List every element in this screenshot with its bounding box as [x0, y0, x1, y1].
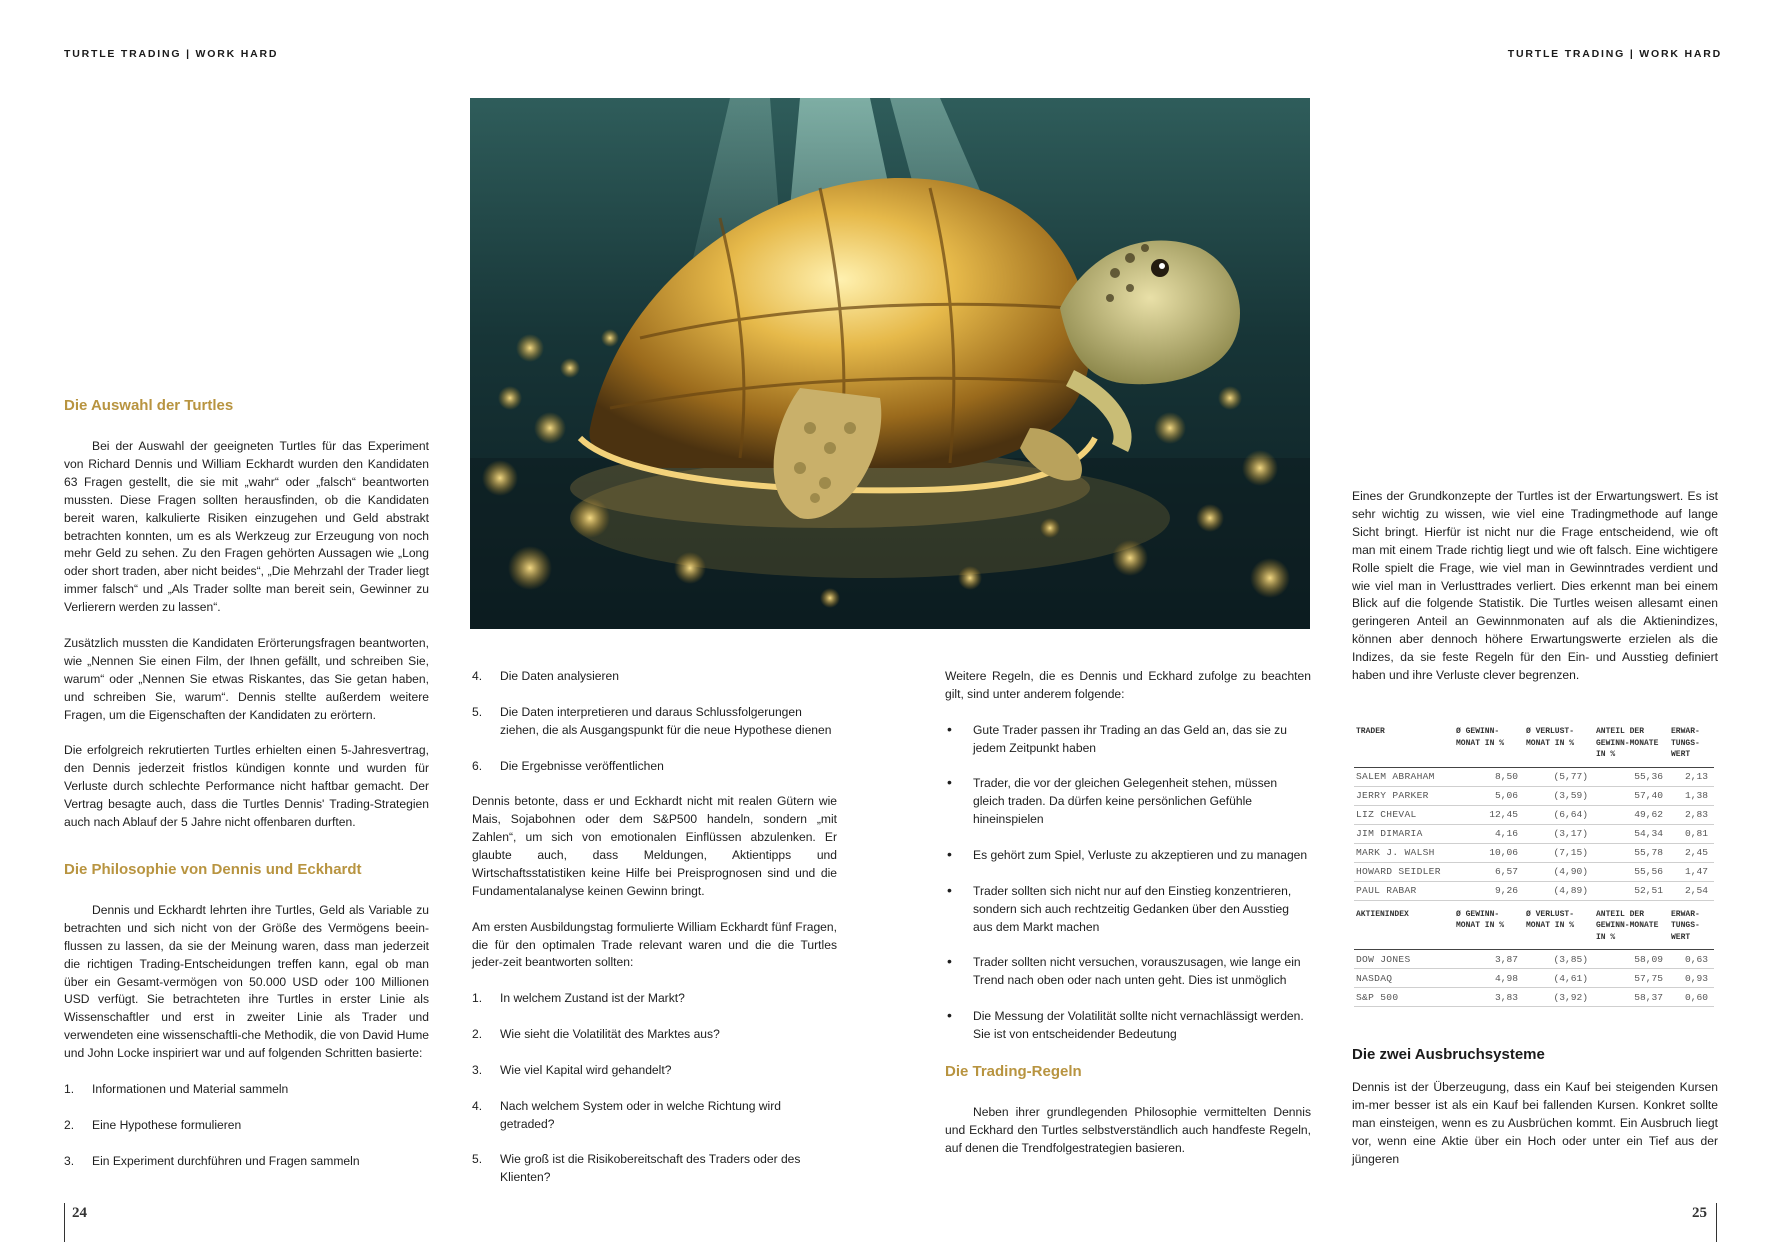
running-head-left: TURTLE TRADING | WORK HARD [64, 48, 279, 60]
table-row [1354, 805, 1714, 824]
heading-ausbruchsysteme: Die zwei Ausbruchsysteme [1352, 1046, 1545, 1063]
paragraph: Dennis betonte, dass er und Eckhardt nicht mit realen Gütern wie Mais, Sojabohnen oder dem S&P500 handeln, sondern „mit Zahlen“, um sich von emotionalen Einflüssen abzulenken. Er glaubte auch, dass Meldungen, Aktientipps und Wirtschaftsstatistiken keine Hilfe bei Preisprognosen sind und die Fundamentalanalyse keinen Gewinn bringt. [472, 794, 837, 898]
table-cell-value: 0,60 [1669, 988, 1714, 1007]
table-cell-name: LIZ CHEVAL [1354, 805, 1454, 824]
table-cell-value: 6,57 [1454, 862, 1524, 881]
list-item: • Trader sollten nicht versuchen, vorauszusagen, wie lange ein Trend nach oben oder nach unten geht. Dies ist unmöglich [947, 953, 1301, 988]
list-item: 5. Wie groß ist die Risikobereitschaft des Traders oder des Klienten? [472, 1152, 801, 1185]
table-cell-value: 3,87 [1454, 950, 1524, 969]
table-header: Ø VERLUST-MONAT IN % [1524, 909, 1594, 950]
table-header: Ø VERLUST-MONAT IN % [1524, 726, 1594, 767]
table-header: Ø GEWINN-MONAT IN % [1454, 909, 1524, 950]
table-cell-value: (3,85) [1524, 950, 1594, 969]
paragraph: Am ersten Ausbildungstag formulierte William Eckhardt fünf Fragen, die für den optimalen Trade relevant waren und die die Turtles jeder-zeit beantworten sollten: [472, 919, 837, 970]
table-cell-value: 58,09 [1594, 950, 1669, 969]
list-item: 2. Wie sieht die Volatilität des Marktes aus? [472, 1027, 720, 1042]
steps-list-continued [472, 668, 837, 775]
table-cell-value: (3,92) [1524, 988, 1594, 1007]
table-cell-value: 1,47 [1669, 862, 1714, 881]
table-row [1354, 824, 1714, 843]
table-header: ANTEIL DER GEWINN-MONATE IN % [1594, 726, 1669, 767]
paragraph: Neben ihrer grundlegenden Philosophie vermittelten Dennis und Eckhard den Turtles selbstverständlich auch handfeste Regeln, auf denen die Trendfolgestrategien basieren. [945, 1104, 1311, 1155]
table-cell-value: 2,83 [1669, 805, 1714, 824]
table-cell-value: (5,77) [1524, 767, 1594, 786]
table-cell-value: 55,78 [1594, 843, 1669, 862]
page-rule-left [64, 1203, 65, 1242]
table-cell-name: JERRY PARKER [1354, 786, 1454, 805]
page-number-right: 25 [1692, 1205, 1707, 1221]
table-cell-value: (6,64) [1524, 805, 1594, 824]
table-cell-value: 57,40 [1594, 786, 1669, 805]
table-header: ERWAR-TUNGS-WERT [1669, 726, 1714, 767]
heading-auswahl: Die Auswahl der Turtles [64, 397, 234, 414]
table-cell-value: 55,36 [1594, 767, 1669, 786]
turtle-hero-image [470, 98, 1310, 629]
table-row [1354, 881, 1714, 900]
rules-list [945, 722, 1311, 1044]
table-cell-value: (4,89) [1524, 881, 1594, 900]
table-cell-value: 8,50 [1454, 767, 1524, 786]
list-item: 6. Die Ergebnisse veröffentlichen [472, 758, 664, 773]
table-cell-value: 4,98 [1454, 969, 1524, 988]
heading-philosophie: Die Philosophie von Dennis und Eckhardt [64, 860, 362, 878]
table-cell-value: 5,06 [1454, 786, 1524, 805]
table-header: Ø GEWINN-MONAT IN % [1454, 726, 1524, 767]
table-cell-value: 0,81 [1669, 824, 1714, 843]
table-cell-value: 2,54 [1669, 881, 1714, 900]
table-cell-value: 55,56 [1594, 862, 1669, 881]
list-item: 3. Wie viel Kapital wird gehandelt? [472, 1062, 672, 1077]
table-cell-value: 58,37 [1594, 988, 1669, 1007]
column-3 [945, 668, 1311, 1175]
steps-list [64, 1081, 429, 1171]
questions-list [472, 990, 837, 1187]
page-rule-right [1716, 1203, 1717, 1242]
table-row [1354, 988, 1714, 1007]
list-item: • Trader sollten sich nicht nur auf den Einstieg konzentrieren, sondern sich auch rechtzeitig Gedanken über den Ausstieg aus dem Markt machen [947, 881, 1292, 934]
table-cell-value: 2,13 [1669, 767, 1714, 786]
table-cell-name: S&P 500 [1354, 988, 1454, 1007]
list-item: 5. Die Daten interpretieren und daraus Schlussfolgerungen ziehen, die als Ausgangspunkt für die neue Hypothese dienen [472, 704, 832, 737]
list-item: 4. Die Daten analysieren [472, 669, 619, 683]
list-item: 1. In welchem Zustand ist der Markt? [472, 991, 685, 1006]
table-header: ANTEIL DER GEWINN-MONATE IN % [1594, 909, 1669, 950]
paragraph: Die erfolgreich rekrutierten Turtles erhielten einen 5-Jahresvertrag, den Dennis jederzeit fristlos kündigen konnte und wurden für Verluste durch schlechte Performance nicht haftbar gemacht. Der Vertrag besagte auch, dass die Turtles Dennis' Trading-Strategien auch nach Ablauf der 5 Jahre nicht offenbaren durften. [64, 743, 429, 829]
table-cell-value: 9,26 [1454, 881, 1524, 900]
table-cell-value: 4,16 [1454, 824, 1524, 843]
table-row [1354, 950, 1714, 969]
table-header: AKTIENINDEX [1354, 909, 1454, 950]
table-cell-value: 49,62 [1594, 805, 1669, 824]
list-item: 1. Informationen und Material sammeln [64, 1081, 289, 1096]
table-header: TRADER [1354, 726, 1454, 767]
paragraph: Dennis ist der Überzeugung, dass ein Kauf bei steigenden Kursen im-mer besser ist als ein Kauf bei fallenden Kursen. Konkret sollte man einsteigen, wenn es zu Ausbrüchen kommt. Ein Ausbruch liegt vor, wenn eine Aktie über ein Hoch oder unter ein Tief aus der jüngeren [1352, 1080, 1718, 1166]
column-4-bottom [1352, 1045, 1718, 1186]
column-1 [64, 396, 429, 1188]
table-cell-value: (3,17) [1524, 824, 1594, 843]
table-cell-value: 52,51 [1594, 881, 1669, 900]
table-cell-value: 54,34 [1594, 824, 1669, 843]
table-header: ERWAR-TUNGS-WERT [1669, 909, 1714, 950]
table-row [1354, 767, 1714, 786]
table-cell-value: (3,59) [1524, 786, 1594, 805]
table-cell-value: (4,61) [1524, 969, 1594, 988]
column-4 [1352, 488, 1718, 703]
table-cell-name: JIM DIMARIA [1354, 824, 1454, 843]
list-item: • Gute Trader passen ihr Trading an das Geld an, das sie zu jedem Zeitpunkt haben [947, 720, 1287, 755]
page-number-left: 24 [72, 1205, 87, 1221]
table-cell-value: (7,15) [1524, 843, 1594, 862]
table-row [1354, 969, 1714, 988]
table-cell-value: 12,45 [1454, 805, 1524, 824]
paragraph: Zusätzlich mussten die Kandidaten Erörterungsfragen beantworten, wie „Nennen Sie einen Film, der Ihnen gefällt, und schreiben Sie, warum“ oder „Nennen Sie etwas Riskantes, das Sie getan haben, und schreiben Sie, warum“. Dennis stellte außerdem weitere Fragen, um die Eigenschaften der Kandidaten zu erörtern. [64, 635, 429, 722]
list-item: 4. Nach welchem System oder in welche Richtung wird getraded? [472, 1098, 781, 1131]
table-cell-name: DOW JONES [1354, 950, 1454, 969]
list-item: 3. Ein Experiment durchführen und Fragen sammeln [64, 1153, 360, 1168]
index-table [1354, 909, 1714, 1008]
table-cell-name: SALEM ABRAHAM [1354, 767, 1454, 786]
list-item: • Trader, die vor der gleichen Gelegenheit stehen, müssen gleich traden. Da dürfen keine persönlichen Gefühle hineinspielen [947, 774, 1278, 827]
heading-trading-regeln: Die Trading-Regeln [945, 1062, 1082, 1080]
list-item: 2. Eine Hypothese formulieren [64, 1117, 242, 1132]
table-cell-value: 1,38 [1669, 786, 1714, 805]
list-item: • Es gehört zum Spiel, Verluste zu akzeptieren und zu managen [947, 846, 1308, 863]
table-cell-value: 0,93 [1669, 969, 1714, 988]
table-row [1354, 862, 1714, 881]
table-cell-name: HOWARD SEIDLER [1354, 862, 1454, 881]
statistics-table [1354, 726, 1714, 1007]
table-cell-value: 0,63 [1669, 950, 1714, 969]
column-2 [472, 668, 837, 1205]
paragraph: Bei der Auswahl der geeigneten Turtles für das Experiment von Richard Dennis und William Eckhardt wurden den Kandidaten 63 Fragen gestellt, die sie mit „wahr“ oder „falsch“ beantworten mussten. Diese Fragen sollten herausfinden, ob die Kandidaten bereit waren, kalkulierte Risiken einzugehen und Geld abstrakt betrachten konnten, um es als Werkzeug zur Erzeugung von noch mehr Geld zu sehen. Zu den Fragen gehörten Aussagen wie „Long oder short traden, aber nicht beides“, „Die Mehrzahl der Trader liegt immer falsch“ und „Als Trader sollte man bereit sein, Gewinner zu Verlierern werden zu lassen“. [64, 439, 429, 615]
running-head-right: TURTLE TRADING | WORK HARD [1507, 48, 1722, 60]
table-cell-value: 57,75 [1594, 969, 1669, 988]
turtle-illustration [470, 98, 1310, 629]
table-row [1354, 786, 1714, 805]
table-row [1354, 843, 1714, 862]
paragraph: Eines der Grundkonzepte der Turtles ist der Erwartungswert. Es ist sehr wichtig zu wissen, wie viel eine Tradingmethode auf lange Sicht bringt. Hierfür ist nicht nur die Frage entscheidend, wie oft man mit einem Trade richtig liegt und wie oft falsch. Eine wichtigere Rolle spielt die Frage, wie viel man in Gewinntrades verdient und wie viel man in Verlusttrades verliert. Dies erkennt man bei einem Blick auf die folgende Statistik. Die Turtles weisen allesamt einen geringeren Anteil an Gewinnmonaten auf als die Aktienindizes, können aber dennoch höhere Erwartungswerte erzielen als die Indizes, da sie feste Regeln für den Ein- und Ausstieg definiert haben und ihre Verluste clever begrenzen. [1352, 489, 1718, 683]
list-item: • Die Messung der Volatilität sollte nicht vernachlässigt werden. Sie ist von entscheidender Bedeutung [947, 1007, 1304, 1042]
table-cell-value: (4,90) [1524, 862, 1594, 881]
table-cell-name: NASDAQ [1354, 969, 1454, 988]
table-cell-name: PAUL RABAR [1354, 881, 1454, 900]
paragraph: Dennis und Eckhardt lehrten ihre Turtles, Geld als Variable zu betrachten und sich nicht von der Größe des Vermögens beein-flussen zu lassen, da sie der Meinung waren, dass man jederzeit die richtigen Trading-Entscheidungen treffen kann, egal ob man über ein Gesamt-vermögen von 50.000 USD oder 100 Millionen USD verfügt. Sie betrachteten ihre Turtles in erster Linie als Wissenschaftler und erst in zweiter Linie als Trader und verwendeten eine wissenschaftli-che Methodik, die von David Hume und John Locke inspiriert war und auf folgenden Schritten basierte: [64, 902, 430, 1061]
table-cell-value: 10,06 [1454, 843, 1524, 862]
trader-table [1354, 726, 1714, 901]
table-cell-value: 2,45 [1669, 843, 1714, 862]
table-cell-value: 3,83 [1454, 988, 1524, 1007]
table-cell-name: MARK J. WALSH [1354, 843, 1454, 862]
paragraph: Weitere Regeln, die es Dennis und Eckhard zufolge zu beachten gilt, sind unter anderem folgende: [945, 669, 1311, 701]
